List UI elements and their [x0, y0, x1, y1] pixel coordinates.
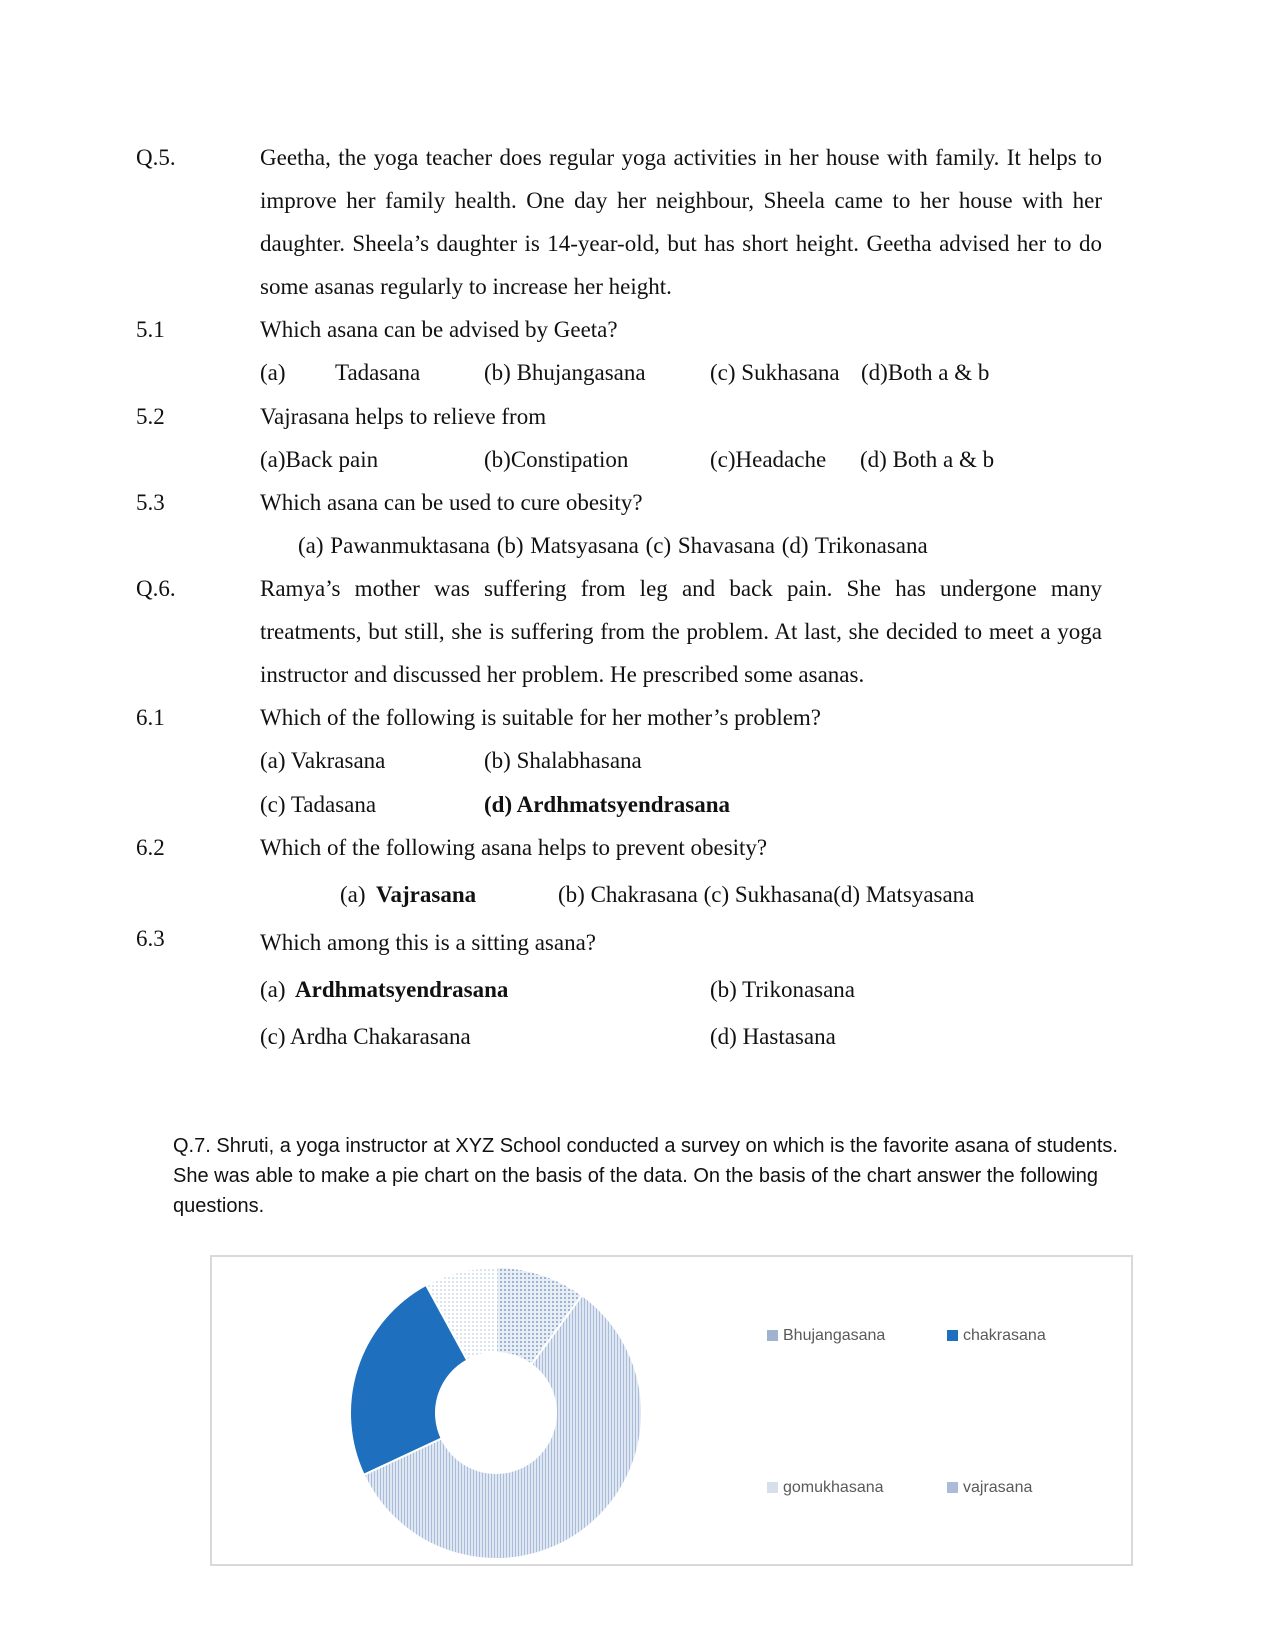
legend-item-gomukhasana: [767, 1479, 884, 1497]
q6-2-number: 6.2: [136, 835, 165, 860]
legend-item-vajrasana: [947, 1479, 1032, 1497]
q6-2-question: Which of the following asana helps to prevent obesity?: [260, 835, 768, 860]
q5-1-option-a: Tadasana: [335, 360, 421, 385]
legend-swatch: [767, 1482, 778, 1493]
q7-question: Q.7. Shruti, a yoga instructor at XYZ School conducted a survey on which is the favorite asana of students. She was able to make a pie chart on the basis of the data. On the basis of the chart answer the following questions.: [173, 1135, 1118, 1217]
q6-scenario: Ramya’s mother was suffering from leg and back pain. She has undergone many treatments, but still, she is suffering from the problem. At last, she decided to meet a yoga instructor and discussed her problem. He prescribed some asanas.: [260, 576, 1102, 687]
q5-2-option-d: (d) Both a & b: [860, 447, 995, 472]
chart-container: [210, 1255, 1133, 1566]
q5-scenario: Geetha, the yoga teacher does regular yoga activities in her house with family. It helps to improve her family health. One day her neighbour, Sheela came to her house with her daughter. Sheela’s daughter is 14-year-old, but has short height. Geetha advised her to do some asanas regularly to increase her height.: [260, 145, 1102, 299]
q6-1-option-a: (a) Vakrasana: [260, 748, 386, 773]
legend-item-chakrasana: [947, 1327, 1046, 1345]
q5-3-number: 5.3: [136, 490, 165, 515]
q5-1-question: Which asana can be advised by Geeta?: [260, 317, 618, 342]
q6-label: Q.6.: [136, 576, 176, 601]
q6-3-option-a-letter: (a): [260, 977, 286, 1002]
legend-swatch: [767, 1330, 778, 1341]
doughnut-chart: [212, 1257, 1131, 1564]
q5-2-option-b: (b)Constipation: [484, 447, 629, 472]
q5-label: Q.5.: [136, 145, 176, 170]
q6-3-question: Which among this is a sitting asana?: [260, 930, 596, 955]
q6-3-number: 6.3: [136, 926, 165, 951]
q5-1-option-a-letter: (a): [260, 360, 286, 385]
q6-1-option-d: (d) Ardhmatsyendrasana: [484, 792, 731, 817]
q5-2-question: Vajrasana helps to relieve from: [260, 404, 547, 429]
q6-3-option-c: (c) Ardha Chakarasana: [260, 1024, 471, 1049]
legend-swatch: [947, 1482, 958, 1493]
q5-2-option-c: (c)Headache: [710, 447, 827, 472]
q5-3-options: (a) Pawanmuktasana (b) Matsyasana (c) Shavasana (d) Trikonasana: [298, 533, 928, 558]
q6-1-option-c: (c) Tadasana: [260, 792, 377, 817]
q5-2-option-a: (a)Back pain: [260, 447, 379, 472]
q6-2-option-a-letter: (a): [340, 882, 366, 907]
q6-3-option-a: Ardhmatsyendrasana: [295, 977, 509, 1002]
q6-3-option-d: (d) Hastasana: [710, 1024, 836, 1049]
q5-1-option-b: (b) Bhujangasana: [484, 360, 646, 385]
q5-1-number: 5.1: [136, 317, 165, 342]
legend-label: chakrasana: [963, 1327, 1046, 1344]
legend-swatch: [947, 1330, 958, 1341]
legend-label: vajrasana: [963, 1479, 1033, 1496]
q6-3-option-b: (b) Trikonasana: [710, 977, 856, 1002]
q5-2-number: 5.2: [136, 404, 165, 429]
q6-2-option-a: Vajrasana: [376, 882, 477, 907]
q5-3-question: Which asana can be used to cure obesity?: [260, 490, 643, 515]
q6-1-question: Which of the following is suitable for her mother’s problem?: [260, 705, 822, 730]
q5-1-option-c: (c) Sukhasana: [710, 360, 840, 385]
q5-1-option-d: (d)Both a & b: [861, 360, 990, 385]
q6-1-option-b: (b) Shalabhasana: [484, 748, 642, 773]
q6-2-options-rest: (b) Chakrasana (c) Sukhasana(d) Matsyasana: [558, 882, 975, 907]
legend-label: gomukhasana: [783, 1479, 884, 1496]
legend-item-bhujangasana: [767, 1327, 885, 1345]
q6-1-number: 6.1: [136, 705, 165, 730]
legend-label: Bhujangasana: [783, 1327, 886, 1344]
